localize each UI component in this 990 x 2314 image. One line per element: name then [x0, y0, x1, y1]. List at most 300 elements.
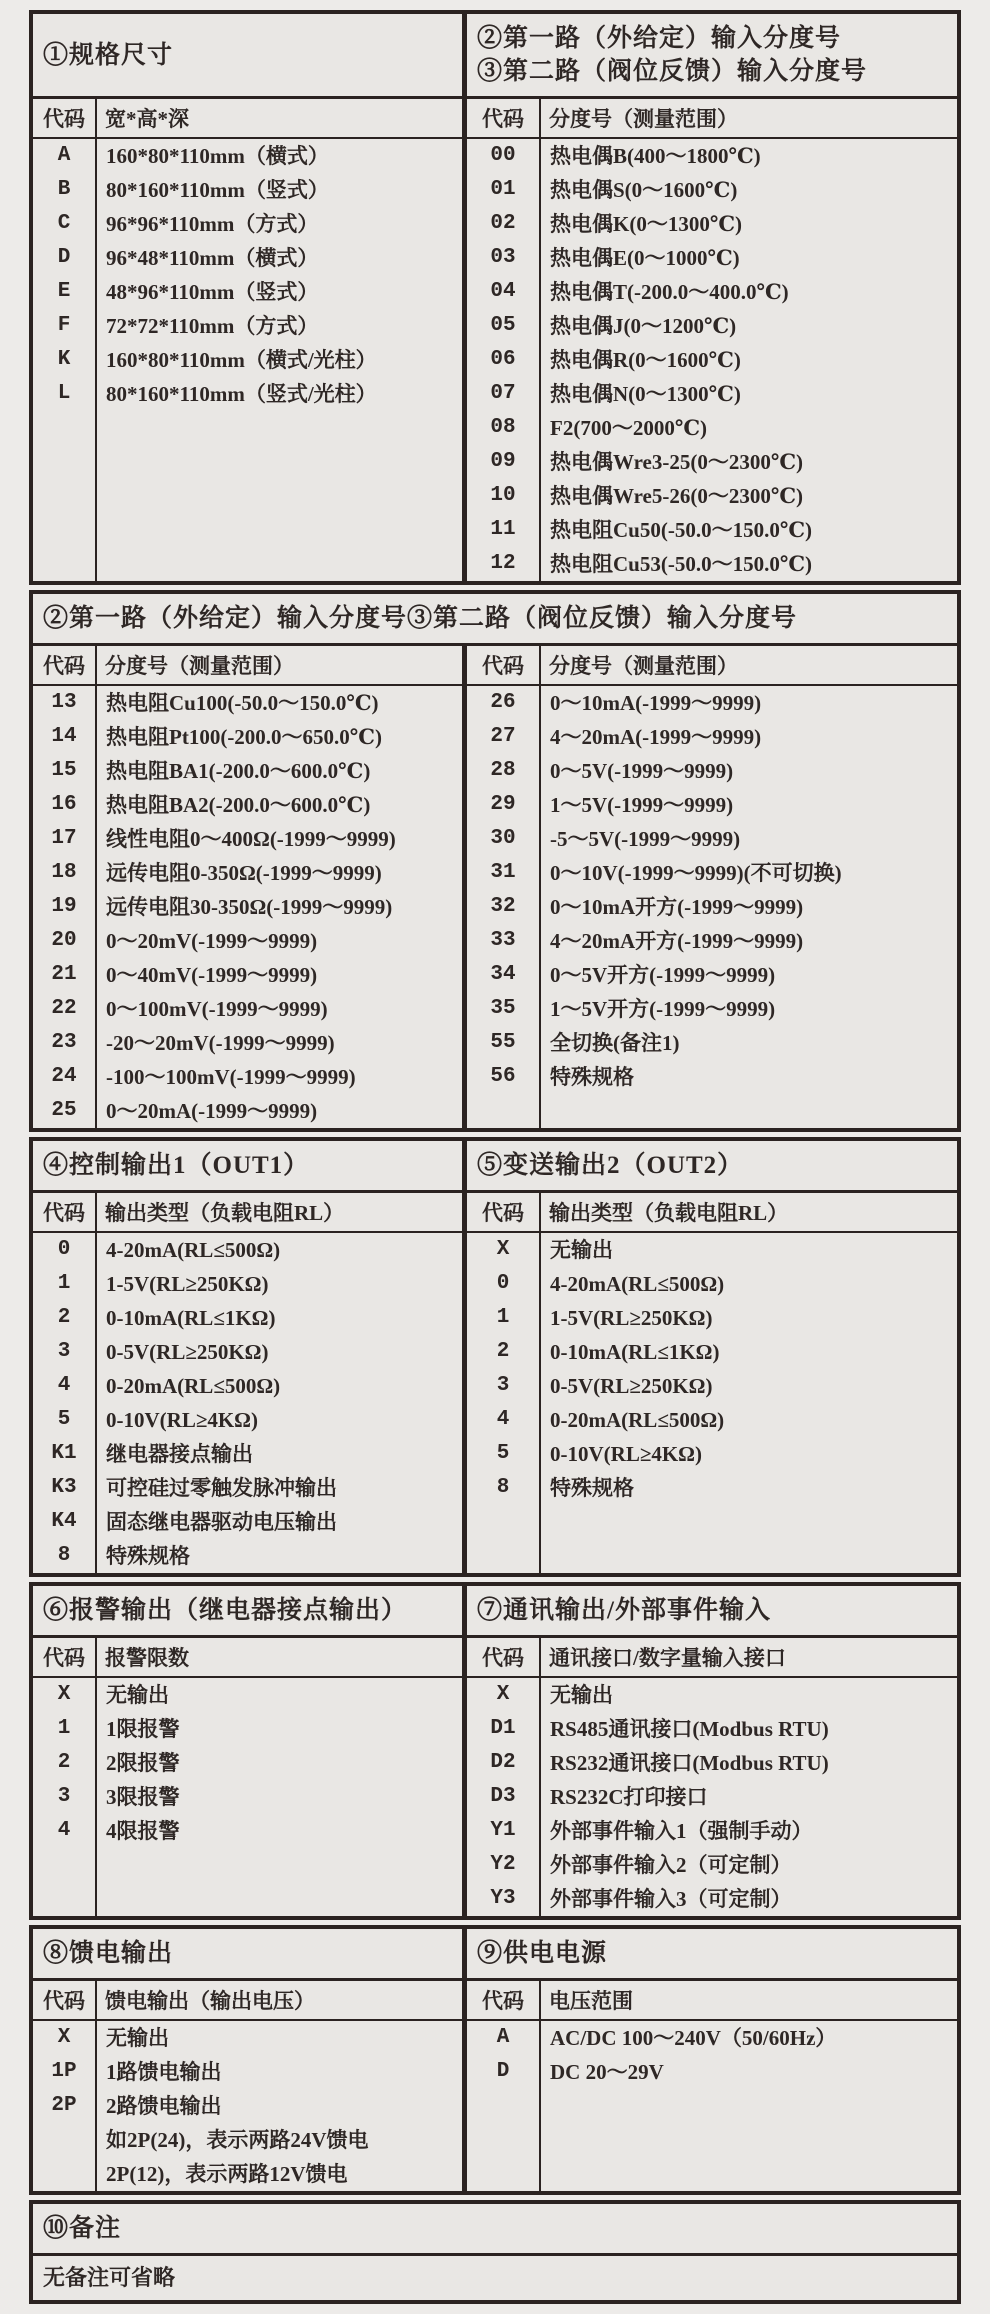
desc-cell: 特殊规格: [550, 1065, 634, 1089]
desc-cell: 1～5V开方(-1999～9999): [550, 997, 776, 1021]
table-row: [33, 1746, 462, 1780]
table-row: [33, 1814, 462, 1848]
code-cell: K3: [51, 1476, 77, 1499]
desc-cell: -5～5V(-1999～9999): [550, 827, 741, 851]
desc-cell: 热电阻Cu53(-50.0～150.0℃): [550, 552, 812, 576]
column-header-row: [33, 1981, 462, 2021]
code-cell: Y2: [490, 1853, 516, 1876]
table-row: [467, 173, 957, 207]
table-row: [467, 1437, 957, 1471]
desc-cell: 热电阻BA2(-200.0～600.0℃): [106, 793, 371, 817]
desc-cell: 继电器接点输出: [106, 1442, 253, 1466]
section-remarks: [29, 2200, 961, 2304]
table-row: [467, 1678, 957, 1712]
code-cell: [33, 2157, 95, 2191]
desc-cell: 线性电阻0～400Ω(-1999～9999): [106, 827, 396, 851]
table-row: [33, 1403, 462, 1437]
code-cell: 8: [57, 1544, 71, 1567]
desc-header: 输出类型（负载电阻RL）: [105, 1201, 345, 1225]
code-cell: 3: [496, 1374, 510, 1397]
table-row: [467, 377, 957, 411]
table-row: [467, 890, 957, 924]
table-row: [467, 1882, 957, 1916]
code-cell: 16: [51, 793, 77, 816]
code-cell: 33: [490, 929, 516, 952]
desc-cell: F2(700～2000℃): [550, 416, 707, 440]
table-row: [467, 822, 957, 856]
out1-table: [33, 1193, 467, 1573]
code-cell: 2: [57, 1751, 71, 1774]
table-row: [33, 1026, 462, 1060]
desc-cell: 2限报警: [106, 1751, 180, 1775]
table-row: [467, 1301, 957, 1335]
code-cell: 35: [490, 997, 516, 1020]
desc-cell: 96*48*110mm（横式）: [106, 246, 319, 270]
code-cell: 23: [51, 1031, 77, 1054]
code-cell: 13: [51, 691, 77, 714]
desc-cell: 4～20mA(-1999～9999): [550, 725, 762, 749]
spec-ordering-table: [29, 10, 961, 2304]
code-cell: K1: [51, 1442, 77, 1465]
code-cell: 2: [57, 1306, 71, 1329]
comm-table: [467, 1638, 957, 1916]
code-cell: 17: [51, 827, 77, 850]
column-header-row: [467, 646, 957, 686]
section-spec-size: [29, 10, 961, 585]
column-header-row: [467, 1193, 957, 1233]
section-band: [33, 1929, 957, 1981]
desc-cell: 2P(12)，表示两路12V馈电: [106, 2162, 348, 2186]
code-cell: L: [57, 382, 71, 405]
desc-cell: 无输出: [550, 1238, 613, 1262]
column-header-row: [467, 1638, 957, 1678]
table-row: [467, 924, 957, 958]
code-cell: 1: [496, 1306, 510, 1329]
table-row: [467, 1746, 957, 1780]
table-row: [33, 139, 462, 173]
code-header: 代码: [482, 1989, 524, 2013]
desc-cell: 4-20mA(RL≤500Ω): [550, 1272, 725, 1296]
desc-cell: 热电偶N(0～1300℃): [550, 382, 741, 406]
rows-area: [467, 1678, 957, 1916]
table-row: [33, 958, 462, 992]
column-header-row: [467, 1981, 957, 2021]
section-band: [33, 594, 957, 646]
code-cell: 21: [51, 963, 77, 986]
table-row: [467, 720, 957, 754]
code-cell: K: [57, 348, 71, 371]
code-header: 代码: [43, 107, 85, 131]
section-alarm-comm: [29, 1582, 961, 1920]
table-row: [467, 958, 957, 992]
desc-cell: 4限报警: [106, 1819, 180, 1843]
band-text: ⑧馈电输出: [43, 1940, 174, 1967]
code-cell: 29: [490, 793, 516, 816]
desc-cell: 1-5V(RL≥250KΩ): [106, 1272, 269, 1296]
code-cell: D3: [490, 1785, 516, 1808]
desc-cell: DC 20～29V: [550, 2060, 664, 2084]
code-cell: 1: [57, 1272, 71, 1295]
rows-area: [33, 1678, 462, 1848]
code-cell: 24: [51, 1065, 77, 1088]
table-row: [33, 2089, 462, 2123]
table-row: [33, 377, 462, 411]
desc-cell: 如2P(24)，表示两路24V馈电: [106, 2128, 369, 2152]
code-cell: X: [57, 2026, 71, 2049]
desc-cell: 1路馈电输出: [106, 2060, 222, 2084]
rows-area: [33, 2021, 462, 2191]
table-row: [33, 754, 462, 788]
code-cell: 4: [57, 1374, 71, 1397]
code-cell: D: [57, 246, 71, 269]
code-cell: 55: [490, 1031, 516, 1054]
input-index-table-13-25: [33, 646, 467, 1128]
band-title-alarm: [33, 1586, 467, 1635]
code-cell: Y3: [490, 1887, 516, 1910]
table-row: [467, 1233, 957, 1267]
desc-cell: 热电偶T(-200.0～400.0℃): [550, 280, 789, 304]
code-cell: 1: [57, 1717, 71, 1740]
desc-cell: 热电偶J(0～1200℃): [550, 314, 737, 338]
table-row: [467, 275, 957, 309]
section-outputs: [29, 1137, 961, 1577]
desc-cell: 0～100mV(-1999～9999): [106, 997, 328, 1021]
column-header-row: [33, 1193, 462, 1233]
table-row: [33, 1060, 462, 1094]
section-body: [33, 99, 957, 581]
desc-cell: 外部事件输入2（可定制）: [550, 1853, 792, 1877]
code-cell: 08: [490, 416, 516, 439]
code-cell: 00: [490, 144, 516, 167]
code-cell: 22: [51, 997, 77, 1020]
desc-cell: -20～20mV(-1999～9999): [106, 1031, 335, 1055]
desc-cell: 热电偶R(0～1600℃): [550, 348, 741, 372]
code-cell: 04: [490, 280, 516, 303]
desc-cell: 无输出: [106, 2026, 169, 2050]
band-title-power-supply: [467, 1929, 957, 1978]
table-row: [33, 1437, 462, 1471]
table-row: [467, 1369, 957, 1403]
table-row: [33, 173, 462, 207]
table-row: [33, 1780, 462, 1814]
table-row: [33, 1712, 462, 1746]
table-row: [33, 890, 462, 924]
code-cell: D1: [490, 1717, 516, 1740]
desc-cell: RS232通讯接口(Modbus RTU): [550, 1751, 829, 1775]
section-band: [33, 1586, 957, 1638]
section-band: [33, 14, 957, 99]
desc-cell: 0-20mA(RL≤500Ω): [106, 1374, 281, 1398]
table-row: [467, 207, 957, 241]
section-feed-power: [29, 1925, 961, 2195]
power-supply-table: [467, 1981, 957, 2191]
code-cell: A: [496, 2026, 510, 2049]
desc-cell: 0～5V开方(-1999～9999): [550, 963, 776, 987]
code-cell: 0: [496, 1272, 510, 1295]
desc-cell: 0～10mA开方(-1999～9999): [550, 895, 804, 919]
desc-cell: 0～10V(-1999～9999)(不可切换): [550, 861, 842, 885]
code-cell: 3: [57, 1785, 71, 1808]
desc-cell: 3限报警: [106, 1785, 180, 1809]
table-row: [33, 2055, 462, 2089]
column-header-row: [33, 99, 462, 139]
desc-header: 分度号（测量范围）: [549, 654, 738, 678]
code-header: 代码: [43, 1201, 85, 1225]
rows-area: [467, 2021, 957, 2089]
size-code-table: [33, 99, 467, 581]
table-row: [467, 2021, 957, 2055]
band-title-out1: [33, 1141, 467, 1190]
table-row: [467, 1060, 957, 1094]
code-cell: 11: [490, 518, 516, 541]
band-text: ②第一路（外给定）输入分度号③第二路（阀位反馈）输入分度号: [43, 605, 798, 632]
table-row: [33, 2021, 462, 2055]
code-cell: E: [57, 280, 71, 303]
desc-cell: -100～100mV(-1999～9999): [106, 1065, 356, 1089]
table-row: [33, 686, 462, 720]
desc-cell: RS485通讯接口(Modbus RTU): [550, 1717, 829, 1741]
code-cell: 15: [51, 759, 77, 782]
desc-cell: 0～20mV(-1999～9999): [106, 929, 318, 953]
code-header: 代码: [43, 1989, 85, 2013]
column-header-row: [467, 99, 957, 139]
code-cell: 01: [490, 178, 516, 201]
out2-table: [467, 1193, 957, 1573]
code-cell: 26: [490, 691, 516, 714]
desc-cell: 热电偶K(0～1300℃): [550, 212, 742, 236]
table-row: [467, 1814, 957, 1848]
rows-area: [33, 686, 462, 1128]
code-cell: A: [57, 144, 71, 167]
table-row: [33, 343, 462, 377]
band-text: ④控制输出1（OUT1）: [43, 1152, 310, 1179]
band-text: ⑦通讯输出/外部事件输入: [477, 1597, 771, 1624]
desc-header: 馈电输出（输出电压）: [105, 1989, 315, 2013]
band-title-input-index-continued: [33, 594, 957, 643]
code-cell: 02: [490, 212, 516, 235]
code-cell: 2: [496, 1340, 510, 1363]
table-row: [467, 1026, 957, 1060]
table-row: [467, 1335, 957, 1369]
desc-cell: 0～5V(-1999～9999): [550, 759, 734, 783]
code-cell: 5: [57, 1408, 71, 1431]
band-title-feed-output: [33, 1929, 467, 1978]
code-cell: F: [57, 314, 71, 337]
desc-cell: 外部事件输入1（强制手动）: [550, 1819, 813, 1843]
section-body: [33, 646, 957, 1128]
desc-cell: 160*80*110mm（横式）: [106, 144, 329, 168]
table-row: [33, 1678, 462, 1712]
table-row: [467, 445, 957, 479]
desc-header: 分度号（测量范围）: [105, 654, 294, 678]
table-row: [467, 1403, 957, 1437]
code-cell: 14: [51, 725, 77, 748]
rows-area: [467, 1233, 957, 1505]
section-body: [33, 1638, 957, 1916]
table-row: [33, 992, 462, 1026]
desc-cell: 全切换(备注1): [550, 1031, 680, 1055]
code-cell: 05: [490, 314, 516, 337]
band-title-comm: [467, 1586, 957, 1635]
code-cell: X: [57, 1683, 71, 1706]
desc-cell: 热电偶E(0～1000℃): [550, 246, 740, 270]
desc-cell: 0-10mA(RL≤1KΩ): [106, 1306, 276, 1330]
band-text: ①规格尺寸: [43, 41, 174, 69]
table-row: [33, 1369, 462, 1403]
code-cell: X: [496, 1683, 510, 1706]
desc-cell: 0-5V(RL≥250KΩ): [550, 1374, 713, 1398]
desc-cell: 远传电阻0-350Ω(-1999～9999): [106, 861, 382, 885]
code-cell: 32: [490, 895, 516, 918]
code-cell: 34: [490, 963, 516, 986]
remarks-note: 无备注可省略: [43, 2265, 176, 2290]
code-cell: 1P: [51, 2060, 77, 2083]
desc-cell: 热电偶Wre3-25(0～2300℃): [550, 450, 804, 474]
code-cell: 20: [51, 929, 77, 952]
code-cell: 31: [490, 861, 516, 884]
table-row: [33, 1233, 462, 1267]
section-input-index-continued: [29, 590, 961, 1132]
rows-area: [33, 139, 462, 411]
code-cell: D: [496, 2060, 510, 2083]
code-cell: 5: [496, 1442, 510, 1465]
section-body: [33, 1193, 957, 1573]
feed-output-table: [33, 1981, 467, 2191]
desc-cell: 0～10mA(-1999～9999): [550, 691, 762, 715]
table-row: [467, 992, 957, 1026]
desc-cell: 0～20mA(-1999～9999): [106, 1099, 318, 1123]
code-cell: [33, 2123, 95, 2157]
code-cell: 18: [51, 861, 77, 884]
desc-cell: 0-10mA(RL≤1KΩ): [550, 1340, 720, 1364]
table-row: [33, 1267, 462, 1301]
rows-area: [467, 139, 957, 581]
code-cell: 03: [490, 246, 516, 269]
table-row: [33, 856, 462, 890]
code-header: 代码: [482, 107, 524, 131]
rows-area: [467, 686, 957, 1094]
desc-cell: 无输出: [550, 1683, 613, 1707]
code-cell: 09: [490, 450, 516, 473]
band-text: ⑥报警输出（继电器接点输出）: [43, 1597, 408, 1624]
table-row: [33, 924, 462, 958]
desc-cell: 0～40mV(-1999～9999): [106, 963, 318, 987]
table-row: [33, 1471, 462, 1505]
code-cell: 30: [490, 827, 516, 850]
desc-cell: 1限报警: [106, 1717, 180, 1741]
band-text-line1: ②第一路（外给定）输入分度号: [477, 25, 842, 52]
desc-cell: 远传电阻30-350Ω(-1999～9999): [106, 895, 393, 919]
band-title-input-index: [467, 14, 957, 96]
section-band: [33, 2204, 957, 2256]
desc-header: 宽*高*深: [105, 107, 189, 131]
code-header: 代码: [482, 654, 524, 678]
table-row: [467, 1471, 957, 1505]
desc-header: 电压范围: [549, 1989, 633, 2013]
code-cell: X: [496, 1238, 510, 1261]
table-row: [467, 309, 957, 343]
band-text: ⑤变送输出2（OUT2）: [477, 1152, 744, 1179]
table-row: [467, 411, 957, 445]
table-row: [33, 1301, 462, 1335]
desc-cell: 80*160*110mm（竖式/光柱）: [106, 382, 377, 406]
code-cell: 19: [51, 895, 77, 918]
table-row: [467, 343, 957, 377]
desc-cell: 2路馈电输出: [106, 2094, 222, 2118]
table-row: [467, 547, 957, 581]
table-row: [467, 241, 957, 275]
code-cell: C: [57, 212, 71, 235]
table-row: [467, 139, 957, 173]
table-row: [33, 1539, 462, 1573]
desc-cell: AC/DC 100～240V（50/60Hz）: [550, 2026, 837, 2050]
desc-cell: 特殊规格: [550, 1476, 634, 1500]
desc-cell: 特殊规格: [106, 1544, 190, 1568]
code-cell: 2P: [51, 2094, 77, 2117]
table-row: [33, 2157, 462, 2191]
code-cell: 12: [490, 552, 516, 575]
table-row: [33, 1094, 462, 1128]
desc-cell: 热电偶S(0～1600℃): [550, 178, 738, 202]
input-index-table-26-56: [467, 646, 957, 1128]
code-cell: B: [57, 178, 71, 201]
desc-cell: 外部事件输入3（可定制）: [550, 1887, 792, 1911]
desc-cell: 4-20mA(RL≤500Ω): [106, 1238, 281, 1262]
code-cell: 10: [490, 484, 516, 507]
table-row: [467, 1848, 957, 1882]
desc-cell: 可控硅过零触发脉冲输出: [106, 1476, 337, 1500]
band-title-remarks: [33, 2204, 957, 2253]
code-cell: K4: [51, 1510, 77, 1533]
desc-cell: RS232C打印接口: [550, 1785, 708, 1809]
table-row: [33, 788, 462, 822]
code-cell: 07: [490, 382, 516, 405]
code-cell: 0: [57, 1238, 71, 1261]
desc-cell: 0-5V(RL≥250KΩ): [106, 1340, 269, 1364]
table-row: [467, 1267, 957, 1301]
code-cell: 56: [490, 1065, 516, 1088]
column-header-row: [33, 1638, 462, 1678]
code-header: 代码: [43, 654, 85, 678]
table-row: [33, 1505, 462, 1539]
desc-cell: 热电偶B(400～1800℃): [550, 144, 761, 168]
table-row: [467, 479, 957, 513]
code-header: 代码: [43, 1646, 85, 1670]
code-cell: 06: [490, 348, 516, 371]
desc-cell: 4～20mA开方(-1999～9999): [550, 929, 804, 953]
input-index-table-00-12: [467, 99, 957, 581]
desc-cell: 72*72*110mm（方式）: [106, 314, 319, 338]
desc-header: 分度号（测量范围）: [549, 107, 738, 131]
rows-area: [33, 1233, 462, 1573]
table-row: [467, 686, 957, 720]
table-row: [33, 1335, 462, 1369]
alarm-table: [33, 1638, 467, 1916]
table-row: [467, 513, 957, 547]
desc-cell: 48*96*110mm（竖式）: [106, 280, 319, 304]
table-row: [467, 1712, 957, 1746]
code-header: 代码: [482, 1201, 524, 1225]
desc-cell: 热电阻Cu100(-50.0～150.0℃): [106, 691, 379, 715]
band-text-line2: ③第二路（阀位反馈）输入分度号: [477, 58, 868, 85]
desc-cell: 热电阻Cu50(-50.0～150.0℃): [550, 518, 812, 542]
section-band: [33, 1141, 957, 1193]
column-header-row: [33, 646, 462, 686]
table-row: [467, 788, 957, 822]
code-cell: 8: [496, 1476, 510, 1499]
desc-header: 输出类型（负载电阻RL）: [549, 1201, 789, 1225]
desc-header: 报警限数: [105, 1646, 189, 1670]
